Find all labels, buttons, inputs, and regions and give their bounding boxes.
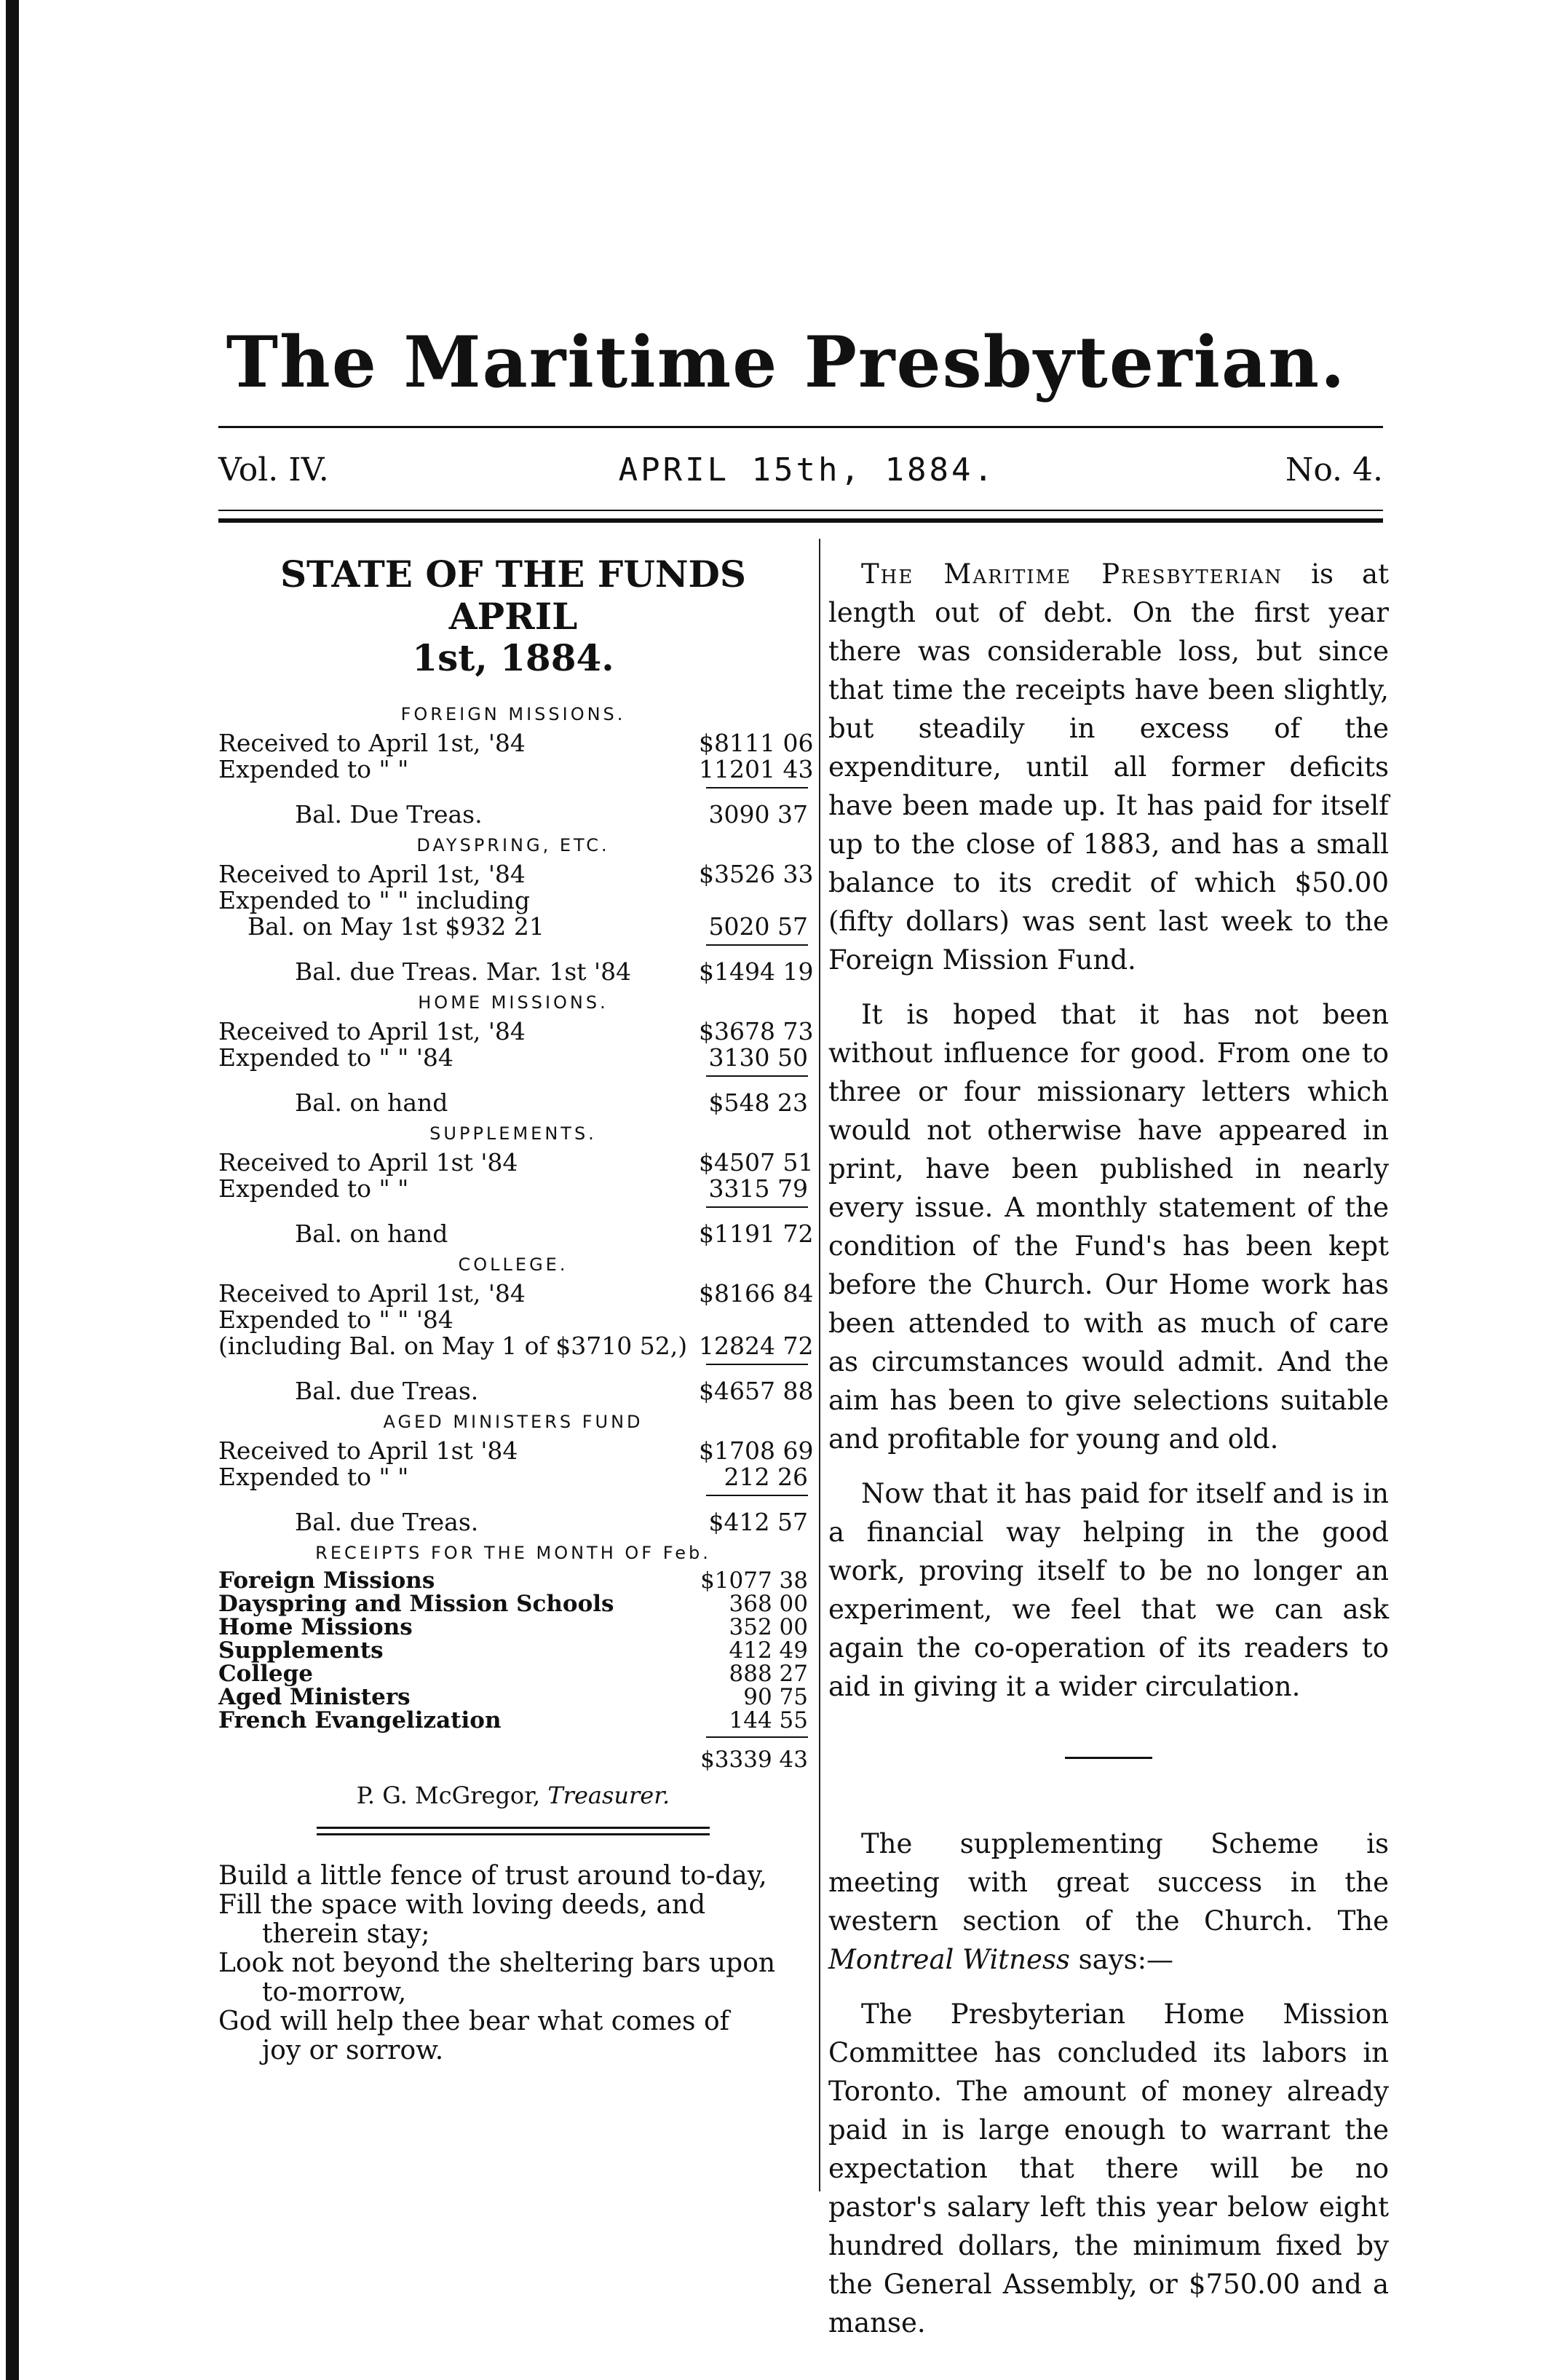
receipt-total: $3339 43 (700, 1746, 808, 1773)
sum-rule (706, 944, 808, 946)
funds-title-line-1: STATE OF THE FUNDS APRIL (280, 553, 747, 638)
ledger-label: Received to April 1st, '84 (218, 1278, 526, 1308)
balance-line (218, 1219, 814, 1248)
receipt-amount: 144 55 (729, 1707, 808, 1733)
masthead-rule-bottom-thick (218, 518, 1383, 523)
receipt-row (218, 1569, 808, 1592)
ledger-line (218, 1045, 808, 1071)
ledger-label: Expended to " " '84 (218, 1043, 453, 1072)
poem-line: to-morrow, (262, 1977, 407, 2007)
receipt-amount: 888 27 (729, 1660, 808, 1687)
ledger-amount: 3130 50 (708, 1043, 808, 1072)
fund-foreign-missions (218, 703, 814, 829)
ledger-label: Expended to " " (218, 1174, 409, 1203)
issue-date: APRIL 15th, 1884. (618, 451, 996, 489)
ledger-amount: $1708 69 (699, 1436, 814, 1465)
balance-label: Bal. on hand (295, 1088, 448, 1117)
section-heading: FOREIGN MISSIONS. (400, 703, 626, 724)
receipt-row (218, 1662, 808, 1685)
section-double-rule (317, 1827, 710, 1835)
volume-label: Vol. IV. (218, 451, 329, 489)
ledger-line (218, 859, 814, 888)
section-heading: COLLEGE. (458, 1254, 568, 1275)
column-divider (819, 539, 820, 2191)
poem-line: joy or sorrow. (262, 2035, 444, 2065)
article-paragraph-cooperation: Now that it has paid for itself and is in a financial way helping in the good work, proving itself to be no longer an experiment, we feel that we can ask again the co-operation of its readers to aid in giving it a wider circulation. (828, 1478, 1389, 1702)
ledger-amount: $3526 33 (699, 859, 814, 888)
masthead (218, 320, 1354, 404)
ledger-line (218, 1147, 814, 1177)
receipt-label: Home Missions (218, 1613, 413, 1640)
receipt-row (218, 1709, 808, 1732)
sum-rule (706, 1736, 808, 1738)
ledger-line (218, 728, 814, 757)
section-heading: HOME MISSIONS. (418, 992, 609, 1013)
receipt-label: Dayspring and Mission Schools (218, 1590, 614, 1617)
balance-amount: $548 23 (708, 1088, 808, 1117)
receipt-amount: 90 75 (743, 1683, 808, 1710)
masthead-meta (218, 451, 1383, 489)
receipt-amount: 352 00 (729, 1613, 808, 1640)
balance-label: Bal. Due Treas. (295, 799, 483, 829)
page-binding-edge (6, 0, 19, 2380)
short-divider-rule (1065, 1757, 1152, 1759)
article-paragraph-debt (828, 555, 1389, 979)
paragraph-text: The supplementing Scheme is meeting with great success in the western section of the Church. The (828, 1828, 1389, 1937)
ledger-line (218, 1176, 808, 1202)
ledger-label: (including Bal. on May 1 of $3710 52,) (218, 1331, 688, 1360)
balance-line (218, 1090, 808, 1116)
ledger-line (218, 1464, 808, 1490)
receipt-label: Aged Ministers (218, 1683, 411, 1710)
article-paragraph-supplementing (828, 1824, 1389, 1979)
balance-amount: $1191 72 (699, 1219, 814, 1248)
ledger-line (218, 887, 808, 914)
section-heading: SUPPLEMENTS. (429, 1123, 597, 1144)
balance-label: Bal. due Treas. (295, 1376, 479, 1405)
publication-name: Montreal Witness (828, 1944, 1070, 1975)
receipt-label: French Evangelization (218, 1707, 502, 1733)
ledger-amount: $8166 84 (699, 1278, 814, 1308)
receipt-label: Foreign Missions (218, 1567, 435, 1594)
section-heading: RECEIPTS FOR THE MONTH OF Feb. (315, 1542, 711, 1563)
article-paragraph-home-mission: The Presbyterian Home Mission Committee has concluded its labors in Toronto. The amount of money already paid in is large enough to warrant the expectation that there will be no pastor's salary left this year below eight hundred dollars, the minimum fixed by the General Assembly, or $750.00 and a manse. (828, 1999, 1389, 2339)
poem-line: Fill the space with loving deeds, and (218, 1889, 706, 1920)
receipt-amount: $1077 38 (700, 1567, 808, 1594)
poem (218, 1862, 808, 2065)
ledger-amount: $4507 51 (699, 1147, 814, 1177)
masthead-rule-bottom-thin (218, 510, 1383, 511)
ledger-line (218, 1436, 814, 1465)
ledger-line (218, 754, 814, 783)
publication-name: The Maritime Presbyterian (861, 558, 1283, 590)
receipt-total-line (218, 1748, 808, 1771)
ledger-amount: $8111 06 (699, 728, 814, 757)
ledger-amount: 12824 72 (699, 1331, 814, 1360)
left-column (218, 539, 814, 2065)
balance-label: Bal. due Treas. Mar. 1st '84 (295, 957, 632, 986)
poem-line: God will help thee bear what comes of (218, 2006, 729, 2036)
ledger-amount (699, 887, 808, 914)
ledger-line (218, 1307, 808, 1333)
fund-dayspring (218, 834, 814, 986)
receipt-row (218, 1685, 808, 1709)
ledger-label: Received to April 1st, '84 (218, 859, 526, 888)
receipts-for-month (218, 1543, 808, 1771)
fund-college (218, 1254, 814, 1405)
ledger-label: Expended to " " '84 (218, 1305, 453, 1334)
ledger-amount: 11201 43 (699, 754, 814, 783)
fund-supplements (218, 1123, 814, 1248)
receipt-row (218, 1613, 808, 1640)
ledger-label: Expended to " " (218, 754, 409, 783)
ledger-label: Received to April 1st '84 (218, 1436, 518, 1465)
sum-rule (706, 1495, 808, 1496)
paragraph-text: says:— (1069, 1944, 1174, 1975)
paragraph-text: is at length out of debt. On the first year there was considerable loss, but since that time the receipts have been slightly, but steadily in excess of the expenditure, until all former deficits have been made up. It has paid for itself up to the close of 1883, and has a small balance to its credit of which $50.00 (fifty dollars) was sent last week to the Foreign Mission Fund. (828, 558, 1389, 976)
sum-rule (706, 1206, 808, 1208)
newspaper-title: The Maritime Presbyterian. (226, 321, 1347, 403)
ledger-label: Expended to " " including (218, 885, 530, 914)
masthead-rule-top (218, 426, 1383, 428)
ledger-amount: 5020 57 (708, 912, 808, 941)
treasurer-name: P. G. McGregor, (356, 1781, 541, 1809)
balance-label: Bal. due Treas. (295, 1507, 479, 1536)
ledger-line (218, 1016, 814, 1045)
article-paragraph-influence: It is hoped that it has not been without influence for good. From one to three or four missionary letters which would not otherwise have appeared in print, have been published in nearly every issue. A monthly statement of the condition of the Fund's has been kept before the Church. Our Home work has been attended to with as much of care as circumstances would admit. And the aim has been to give selections suitable and profitable for young and old. (828, 999, 1389, 1455)
section-heading: DAYSPRING, ETC. (416, 834, 610, 855)
ledger-label: Received to April 1st, '84 (218, 1016, 526, 1045)
balance-amount: $1494 19 (699, 957, 814, 986)
balance-amount: 3090 37 (708, 799, 808, 829)
receipt-amount: 368 00 (729, 1590, 808, 1617)
receipt-label: Supplements (218, 1637, 384, 1664)
poem-line: Build a little fence of trust around to-day, (218, 1860, 767, 1891)
poem-line: Look not beyond the sheltering bars upon (218, 1948, 776, 1978)
poem-line: therein stay; (262, 1918, 430, 1949)
balance-line (218, 957, 814, 986)
ledger-line (218, 1278, 814, 1308)
fund-aged-ministers (218, 1411, 814, 1536)
ledger-amount: 3315 79 (708, 1174, 808, 1203)
sum-rule (706, 787, 808, 788)
balance-line (218, 1509, 808, 1535)
treasurer-signature (218, 1782, 808, 1809)
sum-rule (706, 1075, 808, 1077)
ledger-amount: 212 26 (724, 1462, 808, 1491)
balance-line (218, 1376, 814, 1405)
fund-home-missions (218, 992, 814, 1117)
ledger-line (218, 1331, 814, 1360)
ledger-line (218, 914, 808, 940)
balance-amount: $4657 88 (699, 1376, 814, 1405)
balance-line (218, 799, 808, 829)
balance-amount: $412 57 (708, 1507, 808, 1536)
ledger-label: Expended to " " (218, 1462, 409, 1491)
ledger-amount (699, 1307, 808, 1333)
issue-number: No. 4. (1285, 451, 1383, 489)
ledger-label: Received to April 1st '84 (218, 1147, 518, 1177)
ledger-label: Bal. on May 1st $932 21 (247, 912, 544, 941)
funds-title-line-2: 1st, 1884. (412, 636, 614, 679)
ledger-amount: $3678 73 (699, 1016, 814, 1045)
receipt-row (218, 1592, 808, 1616)
sum-rule (706, 1364, 808, 1365)
balance-label: Bal. on hand (295, 1219, 448, 1248)
right-column (828, 539, 1389, 2349)
receipt-row (218, 1639, 808, 1662)
section-heading: AGED MINISTERS FUND (383, 1411, 643, 1432)
ledger-label: Received to April 1st, '84 (218, 728, 526, 757)
receipt-label: College (218, 1660, 314, 1687)
receipt-amount: 412 49 (729, 1637, 808, 1664)
funds-title (218, 553, 808, 679)
treasurer-title: Treasurer. (547, 1781, 670, 1809)
